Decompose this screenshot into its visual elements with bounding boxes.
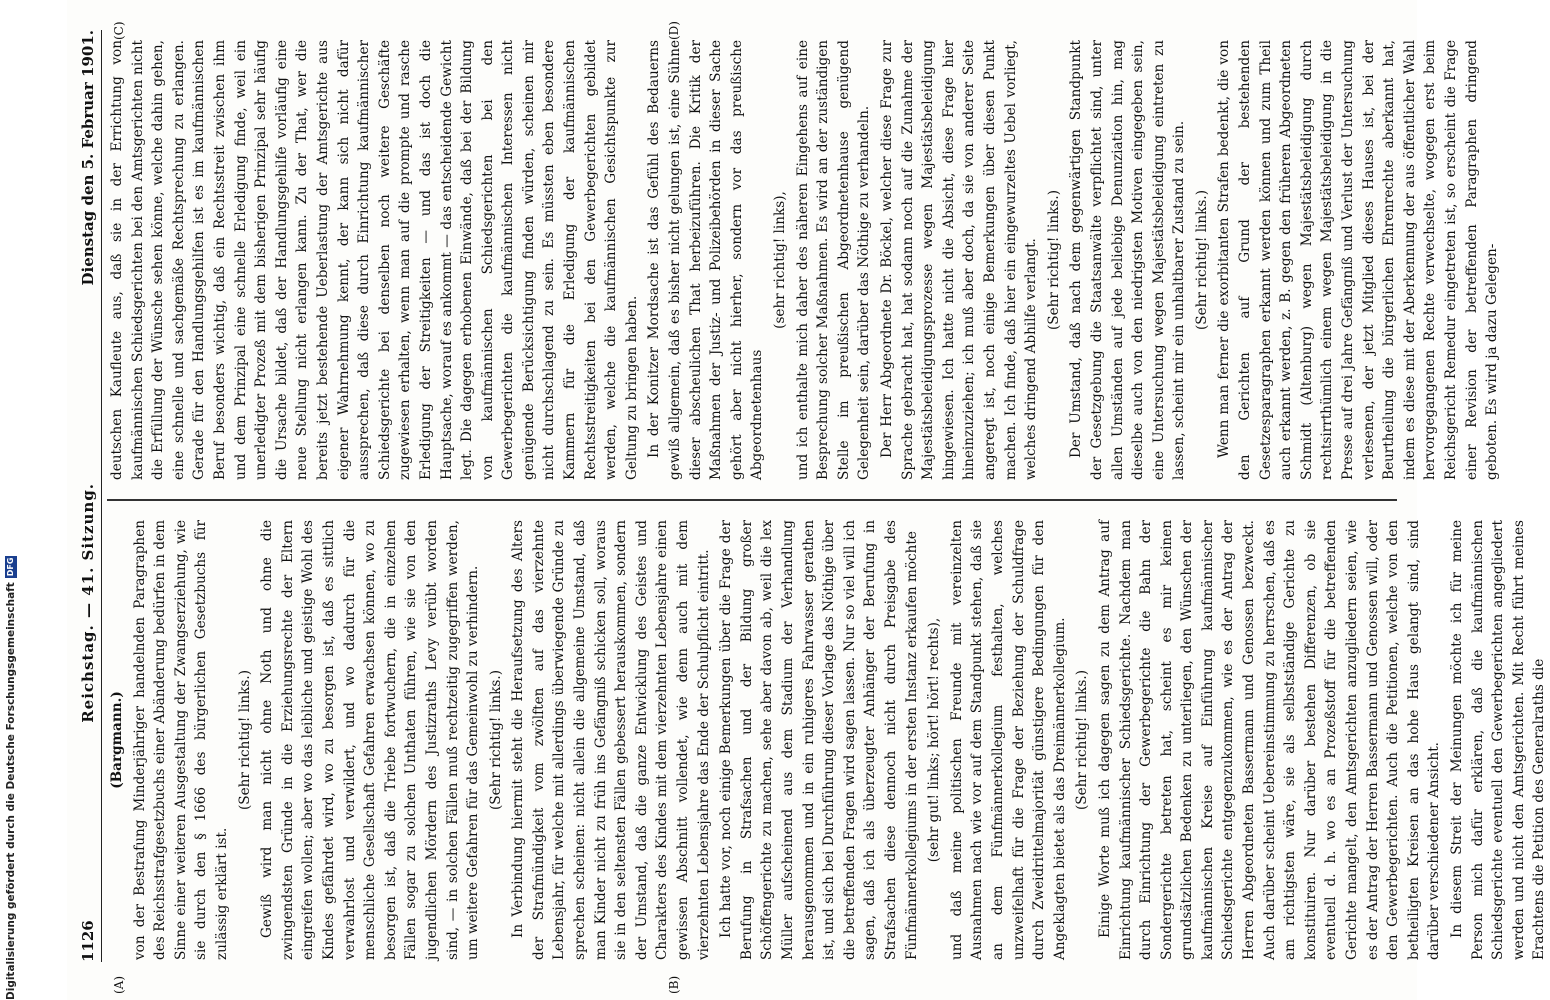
interjection: (Sehr richtig! links.) [1045, 189, 1062, 331]
paragraph: In Verbindung hiermit steht die Heraufsetzung des Alters der Strafmündigkeit vom zwölften auf das vierzehnte Lebensjahr, für welche mit allerdings überwiegende Gründe zu sprechen scheinen: nicht allein die allgemeine Umstand, daß man Kinder nicht zu früh ins Gefängniß schicken soll, woraus sie in den seltensten Fällen gebessert herauskommen, sondern der Umstand, daß die ganze Entwicklung des Geistes und Charakters des Kindes mit dem vierzehnten Lebensjahre einen gewissen Abschnitt vollendet, wie denn auch mit dem vierzehnten Lebensjahre das Ende der Schulpflicht eintritt. [510, 520, 712, 960]
interjection: (sehr richtig! links), [772, 191, 788, 329]
paragraph: In diesem Streit der Meinungen möchte ich für meine Person mich dafür erklären, daß die kaufmännischen Schiedsgerichte eventuell den Gewerbegerichten angegliedert werden und nicht den Amtsgerichten. Mit Recht führt meines Erachtens die Petition des Generalraths die [1449, 520, 1548, 960]
paragraph: und daß meine politischen Freunde mit vereinzelten Ausnahmen nach wie vor auf dem Standpunkt stehen, daß sie an dem Fünfmännerkollegium festhalten, welches unzweifelhaft für die Frage der Beziehung der Schuldfrage durch Zweidrittelmajorität günstigere Bedingungen für den Angeklagten bietet als das Dreimännerkollegium. [948, 520, 1068, 960]
paragraph: von der Bestrafung Minderjähriger handelnden Paragraphen des Reichsstrafgesetzbuchs einer Abänderung bedürfen in dem Sinne einer weiteren Ausgestaltung der Zwangserziehung, wie sie durch den § 1666 des bürgerlichen Gesetzbuchs für zulässig erklärt ist. [131, 520, 230, 960]
dfg-logo-icon: DFG [6, 557, 15, 577]
right-paragraphs [107, 40, 1503, 480]
column-divider [107, 500, 1397, 502]
right-column [107, 40, 1501, 480]
interjection: (Sehr richtig! links.) [1193, 189, 1210, 331]
paragraph: Der Herr Abgeordnete Dr. Böckel, welcher diese Frage zur Sprache gebracht hat, hat sodann noch auf die Zunahme der Majestätsbeleidigungsprozesse wegen Majestätsbeleidigung hingewiesen. Ich hatte nicht die Absicht, diese Frage hier hineinzuziehen; ich muß aber doch, da sie von anderer Seite angeregt ist, noch einige Bemerkungen über diesen Punkt machen. Ich finde, daß hier ein eingewurzeltes Uebel vorliegt, welches dringend Abhilfe verlangt. [878, 40, 1040, 480]
header-date: Dienstag den 5. Februar 1901. [79, 30, 97, 286]
credit-text: Digitalisierung gefördert durch die Deutsche Forschungsgemeinschaft [5, 582, 17, 1000]
paragraph: Ich hatte vor, noch einige Bemerkungen über die Frage der Berufung in Strafsachen und der Bildung großer Schöffengerichte zu machen, sehe aber davon ab, weil die lex Müller aufscheinend aus dem Stadium der Verhandlung herausgenommen und in ein ruhigeres Fahrwasser gerathen ist, und sich bei Durchführung dieser Vorlage das Nöthige über die betreffenden Fragen wird sagen lassen. Nur so viel will ich sagen, daß ich als überzeugter Anhänger der Berufung in Strafsachen diese dennoch nicht durch Preisgabe des Fünfmännerkollegiums in der ersten Instanz erkaufen möchte [718, 520, 920, 960]
paragraph: deutschen Kaufleute aus, daß sie in der Errichtung von kaufmännischen Schiedsgerichten bei den Amtsgerichten nicht die Erfüllung der Wünsche sehen könne, welche dahin gehen, eine schnelle und sachgemäße Rechtsprechung zu erlangen. Gerade für den Handlungsgehilfen ist es im kaufmännischen Beruf besonders wichtig, daß ein Rechtsstreit zwischen ihm und dem Prinzipal eine schnelle Erledigung finde, weil ein unerledigter Prozeß mit dem bisherigen Prinzipal sehr häufig die Ursache bildet, daß der Handlungsgehilfe vorläufig eine neue Stellung nicht erlangen kann. Zu der That, wer die bereits jetzt bestehende Ueberlastung der Amtsgerichte aus eigener Wahrnehmung kennt, der kann sich nicht dafür aussprechen, daß diese durch Einrichtung kaufmännischer Schiedsgerichte bei denselben noch weitere Geschäfte zugewiesen erhalten, wenn man auf die prompte und rasche Erledigung der Streitigkeiten — und das ist doch die Hauptsache, worauf es ankommt — das entscheidende Gewicht legt. Die dagegen erhobenen Einwände, daß bei der Bildung von kaufmännischen Schiedsgerichten bei den Gewerbegerichten die kaufmännischen Interessen nicht genügende Berücksichtigung finden würden, scheinen mir nicht durchschlagend zu sein. Es müssten eben besondere Kammern für die Erledigung der kaufmännischen Rechtsstreitigkeiten bei den Gewerbegerichten gebildet werden, welche die kaufmännischen Gesichtspunkte zur Geltung zu bringen haben. [109, 40, 640, 480]
digitization-credit [4, 557, 18, 1000]
interjection: (Sehr richtig! links.) [1074, 669, 1091, 811]
left-paragraphs [130, 520, 1550, 960]
speaker-name: (Bargmann.) [109, 691, 125, 789]
rotated-page [67, 0, 1548, 1000]
margin-mark-b: (B) [667, 975, 681, 994]
header-title: Reichstag. — 41. Sitzung. [79, 482, 97, 723]
interjection: (sehr gut! links; hört! hört! rechts), [926, 617, 943, 863]
margin-mark-c: (C) [112, 21, 126, 40]
paragraph: Wenn man ferner die exorbitanten Strafen bedenkt, die von den Gerichten auf Grund der bestehenden Gesetzesparagraphen erkannt werden können und zum Theil auch erkannt werden, z. B. gegen den früheren Abgeordneten Schmidt (Altenburg) wegen Majestätsbeleidigung durch rechtsirrthümlich einem wegen Majestätsbeleidigung in die Presse auf drei Jahre Gefängniß und Verlust der Untersuchung verlesenen, der jetzt Mitglied dieses Hauses ist, bei der Beurtheilung die bürgerlichen Ehrenrechte aberkannt hat, indem es diese mit der Aberkennung der aus öffentlicher Wahl hervorgegangenen Rechte verwechselte, wogegen erst beim Reichsgericht Remedur eingetreten ist, so erscheint die Frage einer Revision der betreffenden Paragraphen dringend geboten. Es wird ja dazu Gelegen- [1216, 40, 1501, 480]
page-number: 1126 [79, 920, 97, 962]
paragraph: Einige Worte muß ich dagegen sagen zu dem Antrag auf Einrichtung kaufmännischer Schiedsgerichte. Nachdem man durch Einrichtung der Gewerbegerichte die Bahn der Sondergerichte betreten hat, scheint es mir keinen grundsätzlichen Bedenken zu unterliegen, den Wünschen der kaufmännischen Kreise auf Einführung kaufmännischer Schiedsgerichte entgegenzukommen, wie es der Antrag der Herren Abgeordneten Bassermann und Genossen bezweckt. Auch darüber scheint Uebereinstimmung zu herrschen, daß es am richtigsten wäre, sie als selbstständige Gerichte zu konstituiren. Nur darüber bestehen Differenzen, ob sie eventuell d. h. wo es an Prozeßstoff für die betreffenden Gerichte mangelt, den Amtsgerichten anzugliedern seien, wie es der Antrag der Herren Bassermann und Genossen will, oder den Gewerbegerichten. Auch die Petitionen, welche von den betheiligten Kreisen an das hohe Haus gelangt sind, sind darüber verschiedener Ansicht. [1096, 520, 1443, 960]
paragraph: Der Umstand, daß nach dem gegenwärtigen Standpunkt der Gesetzgebung die Staatsanwälte verpflichtet sind, unter allen Umständen auf jede beliebige Denunziation hin, mag dieselbe auch von den niedrigsten Motiven eingegeben sein, eine Untersuchung wegen Majestätsbeleidigung eintreten zu lassen, scheint mir ein unhaltbarer Zustand zu sein. [1068, 40, 1188, 480]
paragraph: Gewiß wird man nicht ohne Noth und ohne die zwingendsten Gründe in die Erziehungsrechte der Eltern eingreifen wollen; aber wo das leibliche und geistige Wohl des Kindes gefährdet wird, wo zu besorgen ist, daß es sittlich verwahrlost und verwildert, und wo dadurch für die menschliche Gesellschaft Gefahren erwachsen können, wo zu besorgen ist, daß die Triebe fortwuchern, die in einzelnen Fällen sogar zu solchen Unthaten führen, wie sie von den jugendlichen Mördern des Justizraths Levy verübt worden sind, — in solchen Fällen muß rechtzeitig zugegriffen werden, um weitere Gefahren für das Gemeinwohl zu verhindern. [259, 520, 482, 960]
paragraph: und ich enthalte mich daher des näheren Eingehens auf eine Besprechung solcher Maßnahmen. Es wird an der zuständigen Stelle im preußischen Abgeordnetenhause genügend Gelegenheit sein, darüber das Nöthige zu verhandeln. [794, 40, 873, 480]
margin-mark-a: (A) [112, 975, 126, 994]
margin-mark-d: (D) [667, 21, 681, 40]
interjection: (Sehr richtig! links.) [236, 669, 253, 811]
paragraph: In der Konitzer Mordsache ist das Gefühl des Bedauerns gewiß allgemein, daß es bisher nicht gelungen ist, eine Sühne dieser abscheulichen That herbeizuführen. Die Kritik der Maßnahmen der Justiz- und Polizeibehörden in dieser Sache gehört aber nicht hierher, sondern vor das preußische Abgeordnetenhaus [646, 40, 766, 480]
interjection: (Sehr richtig! links.) [487, 669, 504, 811]
left-column [107, 520, 1548, 960]
page-header [75, 30, 102, 962]
